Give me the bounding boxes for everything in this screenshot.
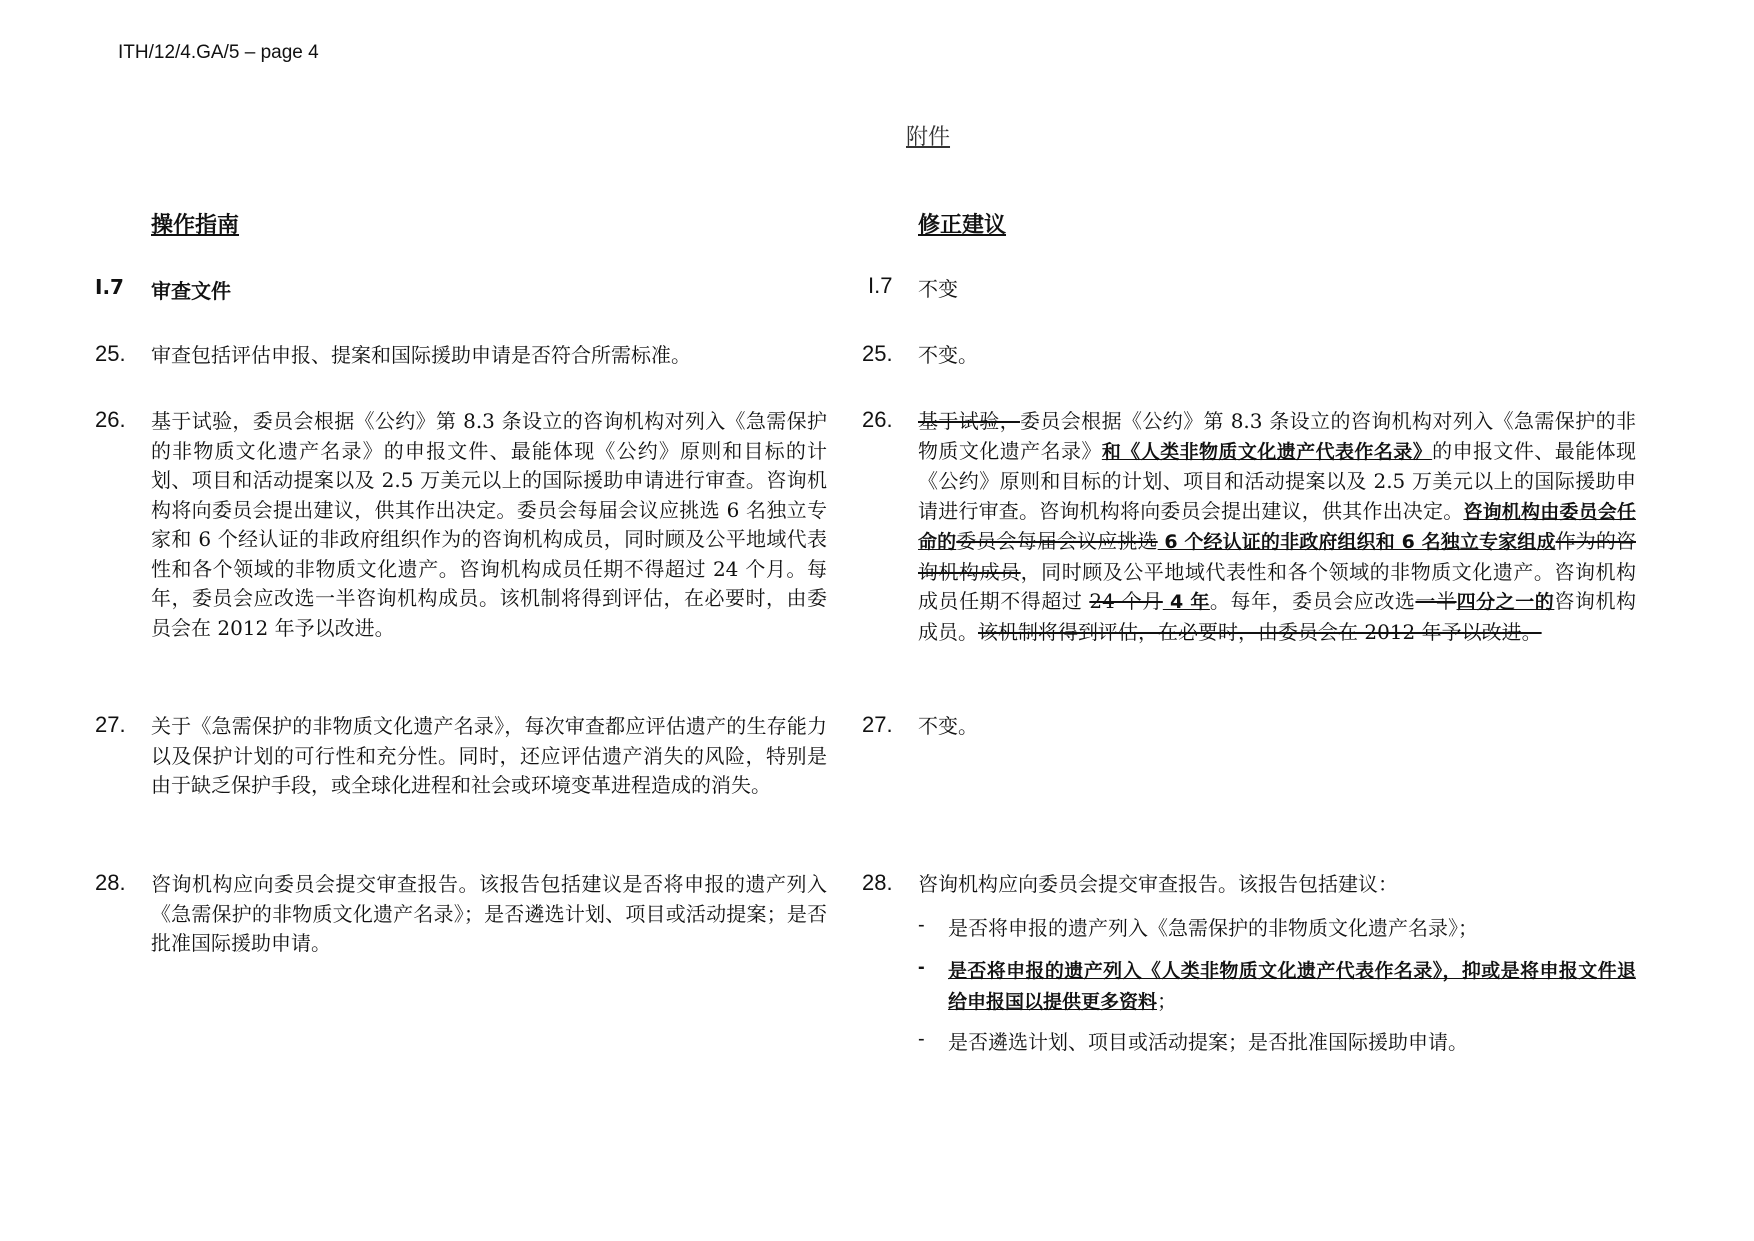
left-p27-text: 关于《急需保护的非物质文化遗产名录》，每次审查都应评估遗产的生存能力以及保护计划的可行性和充分性。同时，还应评估遗产消失的风险，特别是由于缺乏保护手段，或全球化进程和社会或环境变革进程造成的消失。 <box>151 714 827 797</box>
left-p28-number: 28. <box>95 870 126 895</box>
deleted-text: 作为的咨询机构成员 <box>918 529 1636 584</box>
deleted-text: 24 个月 <box>1089 589 1163 613</box>
list-item: 是否遴选计划、项目或活动提案；是否批准国际援助申请。 <box>948 1030 1468 1054</box>
right-p25-text: 不变。 <box>918 343 978 367</box>
right-p28-intro: 咨询机构应向委员会提交审查报告。该报告包括建议： <box>918 872 1398 896</box>
text-run: ，同时顾及公平地域代表性和各个领域的非物质文化遗产。咨询机构成员任期不得超过 <box>918 559 1637 613</box>
right-p26-number: 26. <box>862 407 893 432</box>
right-column-title: 修正建议 <box>918 212 1007 238</box>
list-item: 是否将申报的遗产列入《急需保护的非物质文化遗产名录》； <box>948 916 1478 940</box>
text-run: 。每年，委员会应改选 <box>1209 589 1416 613</box>
inserted-text: 是否将申报的遗产列入《人类非物质文化遗产代表作名录》，抑或是将申报文件退给申报国以提供更多资料 <box>948 960 1636 1013</box>
inserted-text: 和《人类非物质文化遗产代表作名录》 <box>1101 440 1433 463</box>
left-p26-text: 基于试验，委员会根据《公约》第 8.3 条设立的咨询机构对列入《急需保护的非物质文化遗产名录》的申报文件、最能体现《公约》原则和目标的计划、项目和活动提案以及 2.5 万美元以上的国际援助申请进行审查。咨询机构将向委员会提出建议，供其作出决定。委员会每届会议应挑选 6 名独立专家和 6 个经认证的非政府组织作为的咨询机构成员，同时顾及公平地域代表性和各个领域的非物质文化遗产。咨询机构成员任期不得超过 24 个月。每年，委员会应改选一半咨询机构成员。该机制将得到评估，在必要时，由委员会在 2012 年予以改进。 <box>151 409 827 640</box>
list-dash: - <box>918 1028 925 1050</box>
text-run: 委员会根据《公约》第 8.3 条设立的咨询机构对列入《急需保护的非物质文化遗产名录》 <box>918 409 1636 463</box>
inserted-text: 四分之一的 <box>1456 591 1555 613</box>
deleted-text: 基于试验， <box>918 409 1020 433</box>
deleted-text: 该机制将得到评估，在必要时，由委员会在 2012 年予以改进。 <box>978 619 1542 644</box>
list-item <box>948 956 1636 1017</box>
list-dash: - <box>918 956 925 978</box>
text-run: 咨询机构成员。 <box>918 589 1637 644</box>
right-section-title: 不变 <box>918 277 958 301</box>
page-reference: ITH/12/4.GA/5 – page 4 <box>118 42 319 63</box>
left-p28-text: 咨询机构应向委员会提交审查报告。该报告包括建议是否将申报的遗产列入《急需保护的非物质文化遗产名录》；是否遴选计划、项目或活动提案；是否批准国际援助申请。 <box>151 872 827 955</box>
left-p26-number: 26. <box>95 407 126 432</box>
left-p25-number: 25. <box>95 341 126 366</box>
right-p28-number: 28. <box>862 870 893 895</box>
right-p25-number: 25. <box>862 341 893 366</box>
inserted-text: 6 个经认证的非政府组织和 6 名独立专家组成 <box>1157 531 1556 553</box>
right-p26-text <box>918 407 1636 647</box>
left-p25-text: 审查包括评估申报、提案和国际援助申请是否符合所需标准。 <box>151 343 691 367</box>
left-p27-number: 27. <box>95 712 126 737</box>
annex-title: 附件 <box>906 125 951 150</box>
right-section-number: I.7 <box>868 273 893 298</box>
right-p27-text: 不变。 <box>918 714 978 738</box>
left-section-title: 审查文件 <box>151 279 231 303</box>
deleted-text: 委员会每届会议应挑选 <box>956 529 1158 553</box>
text-run: 的申报文件、最能体现《公约》原则和目标的计划、项目和活动提案以及 2.5 万美元以上的国际援助申请进行审查。咨询机构将向委员会提出建议，供其作出决定。 <box>918 438 1636 523</box>
inserted-text: 咨询机构由委员会任命的 <box>918 500 1636 553</box>
deleted-text: 一半 <box>1415 589 1457 613</box>
left-section-number: I.7 <box>95 275 124 299</box>
text-run: ； <box>1157 988 1178 1013</box>
left-column-title: 操作指南 <box>151 212 240 238</box>
right-p27-number: 27. <box>862 712 893 737</box>
inserted-text: 4 年 <box>1162 591 1210 613</box>
list-dash: - <box>918 914 925 936</box>
